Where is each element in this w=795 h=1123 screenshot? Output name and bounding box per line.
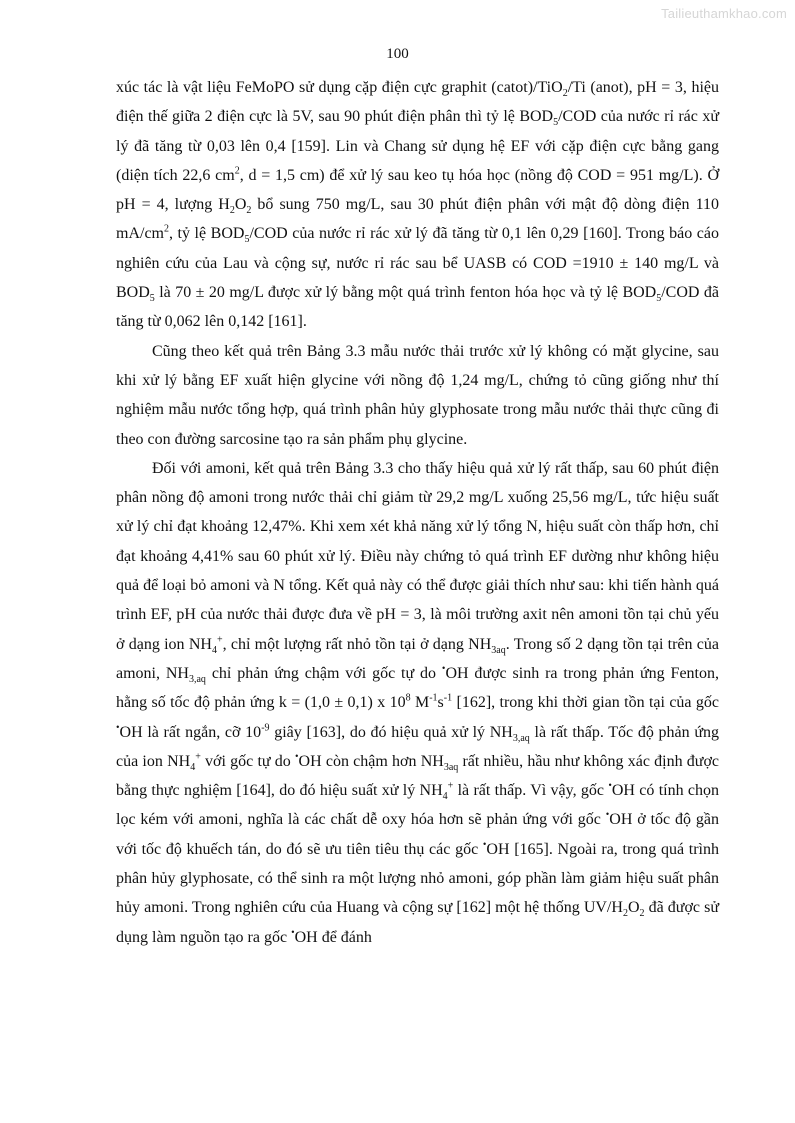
subscript-text: 2 [229,205,235,217]
subscript-text: 4 [442,791,448,803]
text-run: rất nhiều, hầu như không xác định được bằng thực nghiệm [164], do đó hiệu suất xử lý NH [116,752,720,800]
text-run: O [234,196,247,214]
superscript-text: 2 [164,224,169,236]
text-run: là rất thấp. Vì vậy, gốc [453,782,609,800]
text-run: OH được sinh ra trong phản ứng Fenton, hằng số tốc độ phản ứng k = (1,0 ± 0,1) x 10 [116,664,720,712]
superscript-text: • [605,810,610,822]
paragraph-2 [116,337,719,454]
subscript-text: 5 [553,117,559,129]
subscript-text: 4 [211,644,217,656]
text-run: O [627,899,640,917]
text-run: Đối với amoni, kết quả trên Bảng 3.3 cho thấy hiệu quả xử lý rất thấp, sau 60 phút điện phân nồng độ amoni trong nước thải chỉ giảm từ 29,2 mg/L xuống 25,56 mg/L, tức hiệu suất xử lý chỉ đạt khoảng 12,47%. Khi xem xét khả năng xử lý tổng N, hiệu suất còn thấp hơn, chỉ đạt khoảng 4,41% sau 60 phút xử lý. Điều này chứng tỏ quá trình EF dường như không hiệu quả để loại bỏ amoni và N tổng. Kết quả này có thể được giải thích như sau: khi tiến hành quá trình EF, pH của nước thải được đưa về pH = 3, là môi trường axit nên amoni tồn tại chủ yếu ở dạng ion NH [116,459,719,653]
text-run: Cũng theo kết quả trên Bảng 3.3 mẫu nước thải trước xử lý không có mặt glycine, sau khi xử lý bằng EF xuất hiện glycine với nồng độ 1,24 mg/L, chứng tỏ cũng giống như thí nghiệm mẫu nước tổng hợp, quá trình phân hủy glyphosate trong mẫu nước thải thực cũng đi theo con đường sarcosine tạo ra sản phẩm phụ glycine. [116,342,719,448]
superscript-text: -1 [443,692,453,704]
text-run: chỉ phản ứng chậm với gốc tự do [205,664,442,682]
subscript-text: 3,aq [188,674,206,686]
superscript-text: + [447,780,454,792]
subscript-text: 5 [656,293,662,305]
paragraph-3 [116,454,719,952]
subscript-text: 5 [244,234,250,246]
text-run: là 70 ± 20 mg/L được xử lý bằng một quá trình fenton hóa học và tỷ lệ BOD [154,284,657,302]
paragraph-1 [116,73,719,337]
subscript-text: 2 [622,908,628,920]
text-run: /COD của nước rỉ rác xử lý đã tăng từ 0,1 lên 0,29 [160]. Trong báo cáo nghiên cứu của Lau và cộng sự, nước rỉ rác sau bể UASB có COD =1910 ± 140 mg/L và BOD [116,225,719,302]
superscript-text: + [195,751,201,763]
text-run: /COD đã tăng từ 0,062 lên 0,142 [161]. [116,284,720,331]
subscript-text: 2 [639,908,645,920]
text-run: , d = 1,5 cm) để xử lý sau keo tụ hóa học (nồng độ COD = 951 mg/L). Ở pH = 4, lượng H [116,166,720,214]
superscript-text: • [116,722,120,734]
subscript-text: 2 [246,205,252,217]
text-run: M [410,694,430,712]
text-run: [162], trong khi thời gian tồn tại của gốc [452,694,720,712]
superscript-text: -9 [261,722,270,734]
superscript-text: • [441,663,446,675]
text-run: . Trong số 2 dạng tồn tại trên của amoni, NH [116,635,720,682]
text-run: OH có tính chọn lọc kém với amoni, nghĩa là các chất dễ oxy hóa hơn sẽ phản ứng với gốc [116,782,720,829]
text-run: đã được sử dụng làm nguồn tạo ra gốc [116,899,719,946]
page-number: 100 [386,46,409,62]
text-run: bổ sung 750 mg/L, sau 30 phút điện phân với mật độ dòng điện 110 mA/cm [116,196,719,243]
text-run: OH ở tốc độ gần với tốc độ khuếch tán, do đó sẽ ưu tiên tiêu thụ các gốc [116,811,720,858]
subscript-text: 3aq [491,644,506,656]
text-run: s [437,694,444,712]
text-run: , tỷ lệ BOD [169,225,245,243]
text-run: , chỉ một lượng rất nhỏ tồn tại ở dạng NH [222,635,492,653]
superscript-text: • [295,751,299,763]
text-run: xúc tác là vật liệu FeMoPO sử dụng cặp điện cực graphit (catot)/TiO [116,79,563,96]
subscript-text: 4 [190,762,196,774]
text-run: OH là rất ngắn, cỡ 10 [119,723,262,741]
text-run: với gốc tự do [200,752,296,770]
superscript-text: • [482,839,487,851]
superscript-text: 8 [405,692,411,704]
superscript-text: • [608,780,612,792]
superscript-text: -1 [429,692,438,704]
subscript-text: 2 [562,88,568,100]
subscript-text: 5 [149,293,155,305]
text-run: giây [163], do đó hiệu quả xử lý NH [269,723,513,741]
document-body [116,73,719,952]
superscript-text: + [216,634,223,646]
text-run: /COD của nước rỉ rác xử lý đã tăng từ 0,03 lên 0,4 [159]. Lin và Chang sử dụng hệ EF với cặp điện cực bằng gang (diện tích 22,6 cm [116,108,720,184]
subscript-text: 3aq [443,762,459,774]
watermark-text: Tailieuthamkhao.com [661,6,787,21]
text-run: /Ti (anot), pH = 3, hiệu điện thế giữa 2 điện cực là 5V, sau 90 phút điện phân thì tỷ lệ BOD [116,79,719,126]
superscript-text: • [291,927,295,939]
text-run: OH còn chậm hơn NH [298,752,444,770]
superscript-text: 2 [234,165,240,177]
text-run: OH [165]. Ngoài ra, trong quá trình phân hủy glyphosate, có thể sinh ra một lượng nhỏ amoni, góp phần làm giảm hiệu suất phân hủy amoni. Trong nghiên cứu của Huang và cộng sự [162] một hệ thống UV/H [116,840,719,917]
text-run: OH để đánh [294,928,372,946]
subscript-text: 3,aq [512,732,530,744]
text-run: là rất thấp. Tốc độ phản ứng của ion NH [116,723,720,770]
